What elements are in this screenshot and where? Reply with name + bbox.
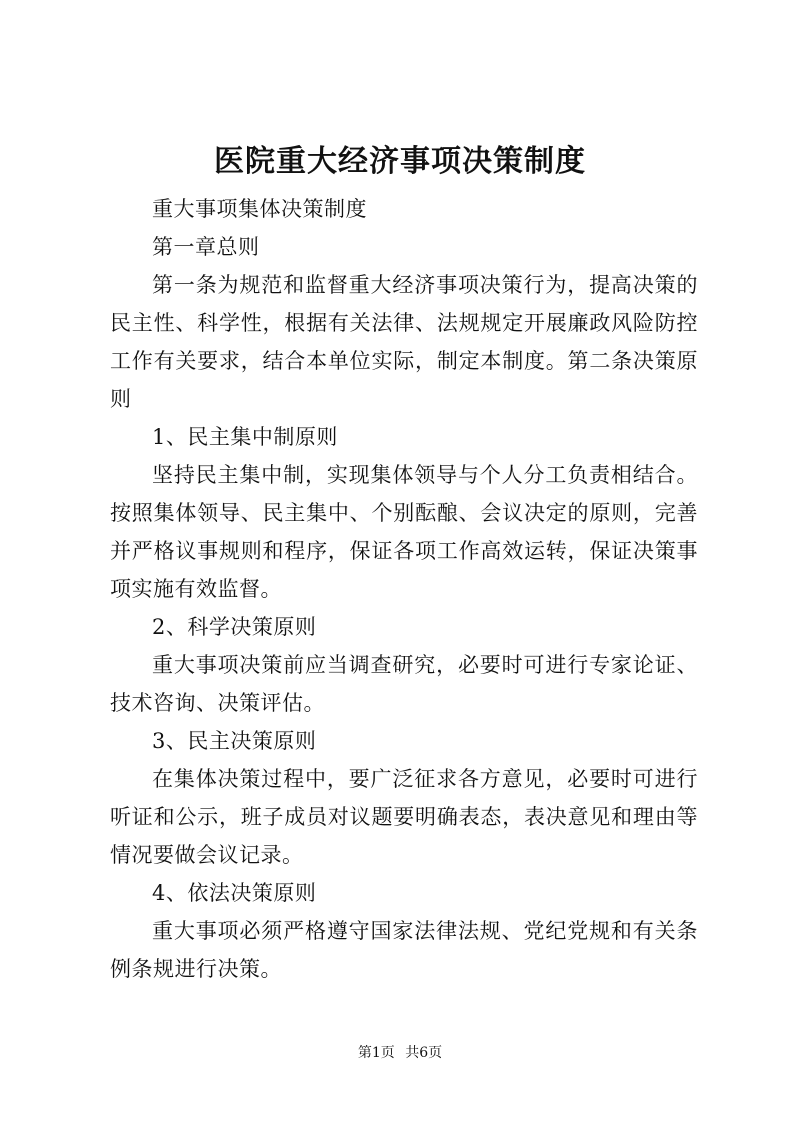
paragraph-heading-collective-decision: 重大事项集体决策制度 — [152, 197, 367, 221]
paragraph-principle-4-heading: 4、依法决策原则 — [152, 881, 317, 905]
document-title: 医院重大经济事项决策制度 — [214, 144, 586, 179]
paragraph-principle-1-heading: 1、民主集中制原则 — [152, 425, 338, 449]
paragraph-article-one: 第一条为规范和监督重大经济事项决策行为，提高决策的民主性、科学性，根据有关法律、法规规定开展廉政风险防控工作有关要求，结合本单位实际，制定本制度。第二条决策原则 — [110, 273, 698, 411]
page-total: 共6页 — [405, 1045, 443, 1061]
paragraph-principle-3-heading: 3、民主决策原则 — [152, 729, 317, 753]
document-body — [110, 190, 698, 988]
paragraph-principle-2-heading: 2、科学决策原则 — [152, 615, 317, 639]
paragraph-chapter-one: 第一章总则 — [152, 235, 260, 259]
paragraph-principle-4-body: 重大事项必须严格遵守国家法律法规、党纪党规和有关条例条规进行决策。 — [110, 919, 698, 981]
paragraph-principle-3-body: 在集体决策过程中，要广泛征求各方意见，必要时可进行听证和公示，班子成员对议题要明确表态，表决意见和理由等情况要做会议记录。 — [110, 767, 698, 867]
page-footer — [0, 1043, 800, 1063]
paragraph-principle-2-body: 重大事项决策前应当调查研究，必要时可进行专家论证、技术咨询、决策评估。 — [110, 653, 698, 715]
page-number: 第1页 — [357, 1045, 395, 1061]
paragraph-principle-1-body: 坚持民主集中制，实现集体领导与个人分工负责相结合。按照集体领导、民主集中、个别酝酿、会议决定的原则，完善并严格议事规则和程序，保证各项工作高效运转，保证决策事项实施有效监督。 — [110, 463, 698, 601]
